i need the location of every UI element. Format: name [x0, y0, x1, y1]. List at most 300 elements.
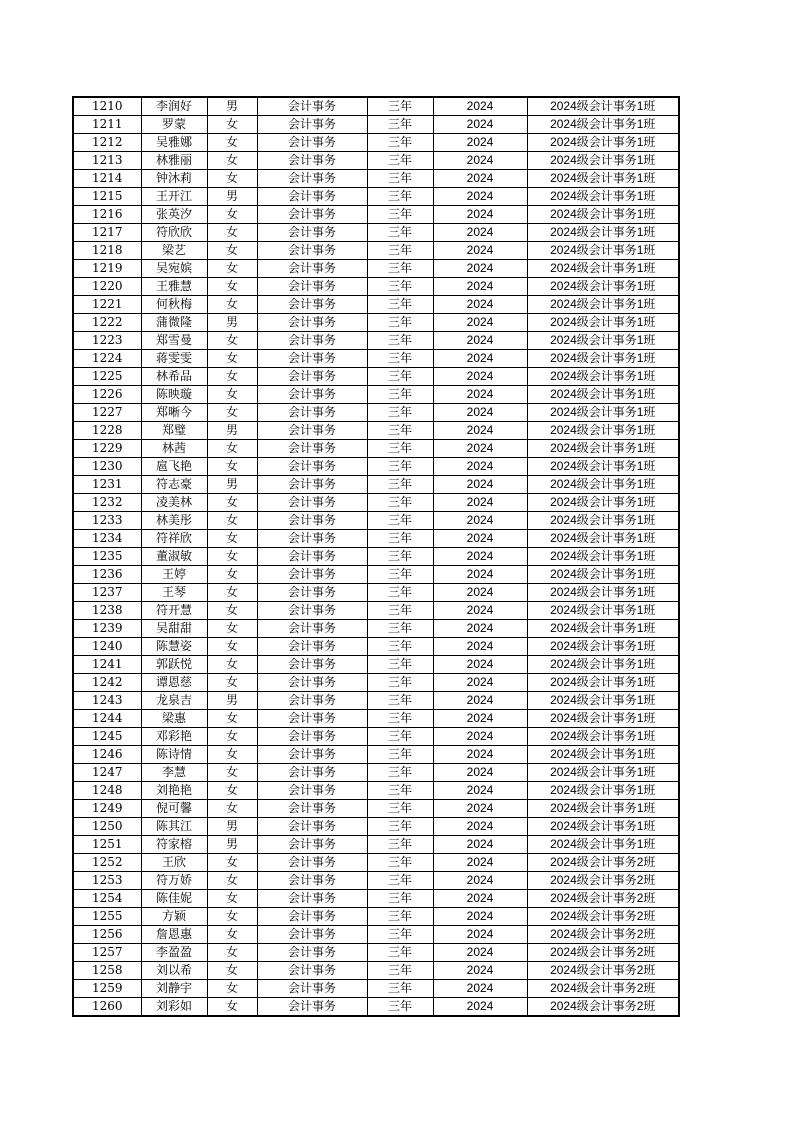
student-name-cell: 邓彩艳 [141, 728, 207, 746]
enrollment-year-cell: 2024 [433, 800, 527, 818]
major-cell: 会计事务 [257, 890, 367, 908]
enrollment-year-cell: 2024 [433, 656, 527, 674]
student-name-cell: 钟沐莉 [141, 170, 207, 188]
student-name-cell: 蒋雯雯 [141, 350, 207, 368]
duration-cell: 三年 [367, 854, 433, 872]
table-row [73, 188, 679, 206]
student-number-cell: 1258 [73, 962, 141, 980]
duration-cell: 三年 [367, 278, 433, 296]
gender-cell: 女 [207, 152, 257, 170]
student-number-cell: 1240 [73, 638, 141, 656]
table-row [73, 692, 679, 710]
student-name-cell: 刘静宇 [141, 980, 207, 998]
duration-cell: 三年 [367, 764, 433, 782]
student-name-cell: 郑璧 [141, 422, 207, 440]
student-number-cell: 1228 [73, 422, 141, 440]
gender-cell: 女 [207, 494, 257, 512]
gender-cell: 女 [207, 584, 257, 602]
class-name-cell: 2024级会计事务1班 [527, 728, 679, 746]
student-name-cell: 李润好 [141, 97, 207, 116]
gender-cell: 男 [207, 422, 257, 440]
major-cell: 会计事务 [257, 962, 367, 980]
student-number-cell: 1251 [73, 836, 141, 854]
student-number-cell: 1234 [73, 530, 141, 548]
class-name-cell: 2024级会计事务1班 [527, 620, 679, 638]
student-number-cell: 1222 [73, 314, 141, 332]
major-cell: 会计事务 [257, 350, 367, 368]
table-row [73, 782, 679, 800]
student-number-cell: 1220 [73, 278, 141, 296]
enrollment-year-cell: 2024 [433, 458, 527, 476]
major-cell: 会计事务 [257, 620, 367, 638]
duration-cell: 三年 [367, 962, 433, 980]
gender-cell: 女 [207, 512, 257, 530]
student-number-cell: 1226 [73, 386, 141, 404]
student-name-cell: 郭跃悦 [141, 656, 207, 674]
student-name-cell: 符万娇 [141, 872, 207, 890]
enrollment-year-cell: 2024 [433, 404, 527, 422]
table-row [73, 908, 679, 926]
table-row [73, 458, 679, 476]
table-row [73, 476, 679, 494]
gender-cell: 女 [207, 872, 257, 890]
duration-cell: 三年 [367, 818, 433, 836]
duration-cell: 三年 [367, 638, 433, 656]
table-row [73, 350, 679, 368]
table-row [73, 818, 679, 836]
class-name-cell: 2024级会计事务1班 [527, 494, 679, 512]
gender-cell: 女 [207, 242, 257, 260]
student-name-cell: 刘彩如 [141, 998, 207, 1017]
duration-cell: 三年 [367, 494, 433, 512]
student-number-cell: 1256 [73, 926, 141, 944]
class-name-cell: 2024级会计事务1班 [527, 440, 679, 458]
student-number-cell: 1237 [73, 584, 141, 602]
gender-cell: 女 [207, 764, 257, 782]
enrollment-year-cell: 2024 [433, 332, 527, 350]
class-name-cell: 2024级会计事务1班 [527, 242, 679, 260]
student-name-cell: 刘艳艳 [141, 782, 207, 800]
class-name-cell: 2024级会计事务1班 [527, 800, 679, 818]
major-cell: 会计事务 [257, 584, 367, 602]
student-name-cell: 吴宛嫔 [141, 260, 207, 278]
duration-cell: 三年 [367, 602, 433, 620]
major-cell: 会计事务 [257, 710, 367, 728]
enrollment-year-cell: 2024 [433, 386, 527, 404]
gender-cell: 女 [207, 638, 257, 656]
student-name-cell: 陈映璇 [141, 386, 207, 404]
enrollment-year-cell: 2024 [433, 296, 527, 314]
gender-cell: 女 [207, 674, 257, 692]
student-number-cell: 1244 [73, 710, 141, 728]
student-number-cell: 1253 [73, 872, 141, 890]
student-name-cell: 林美彤 [141, 512, 207, 530]
student-name-cell: 王琴 [141, 584, 207, 602]
enrollment-year-cell: 2024 [433, 962, 527, 980]
gender-cell: 女 [207, 350, 257, 368]
gender-cell: 女 [207, 926, 257, 944]
enrollment-year-cell: 2024 [433, 944, 527, 962]
gender-cell: 女 [207, 332, 257, 350]
major-cell: 会计事务 [257, 476, 367, 494]
student-number-cell: 1254 [73, 890, 141, 908]
major-cell: 会计事务 [257, 836, 367, 854]
student-roster-table [72, 96, 680, 1017]
enrollment-year-cell: 2024 [433, 980, 527, 998]
student-number-cell: 1230 [73, 458, 141, 476]
student-name-cell: 梁艺 [141, 242, 207, 260]
table-row [73, 242, 679, 260]
major-cell: 会计事务 [257, 296, 367, 314]
table-row [73, 332, 679, 350]
class-name-cell: 2024级会计事务1班 [527, 97, 679, 116]
student-name-cell: 王婷 [141, 566, 207, 584]
class-name-cell: 2024级会计事务1班 [527, 350, 679, 368]
table-row [73, 404, 679, 422]
enrollment-year-cell: 2024 [433, 206, 527, 224]
duration-cell: 三年 [367, 440, 433, 458]
gender-cell: 女 [207, 224, 257, 242]
enrollment-year-cell: 2024 [433, 890, 527, 908]
major-cell: 会计事务 [257, 764, 367, 782]
student-name-cell: 陈慧姿 [141, 638, 207, 656]
enrollment-year-cell: 2024 [433, 764, 527, 782]
class-name-cell: 2024级会计事务1班 [527, 602, 679, 620]
student-name-cell: 张英汐 [141, 206, 207, 224]
duration-cell: 三年 [367, 728, 433, 746]
gender-cell: 女 [207, 980, 257, 998]
student-number-cell: 1231 [73, 476, 141, 494]
duration-cell: 三年 [367, 566, 433, 584]
table-row [73, 998, 679, 1017]
major-cell: 会计事务 [257, 242, 367, 260]
student-name-cell: 方颖 [141, 908, 207, 926]
student-name-cell: 吴雅娜 [141, 134, 207, 152]
duration-cell: 三年 [367, 152, 433, 170]
table-row [73, 854, 679, 872]
student-number-cell: 1219 [73, 260, 141, 278]
student-number-cell: 1260 [73, 998, 141, 1017]
class-name-cell: 2024级会计事务1班 [527, 152, 679, 170]
enrollment-year-cell: 2024 [433, 314, 527, 332]
class-name-cell: 2024级会计事务2班 [527, 908, 679, 926]
enrollment-year-cell: 2024 [433, 116, 527, 134]
student-number-cell: 1257 [73, 944, 141, 962]
gender-cell: 女 [207, 278, 257, 296]
table-row [73, 206, 679, 224]
student-number-cell: 1216 [73, 206, 141, 224]
table-row [73, 980, 679, 998]
class-name-cell: 2024级会计事务2班 [527, 854, 679, 872]
gender-cell: 女 [207, 206, 257, 224]
enrollment-year-cell: 2024 [433, 530, 527, 548]
class-name-cell: 2024级会计事务2班 [527, 962, 679, 980]
major-cell: 会计事务 [257, 638, 367, 656]
enrollment-year-cell: 2024 [433, 584, 527, 602]
class-name-cell: 2024级会计事务1班 [527, 134, 679, 152]
enrollment-year-cell: 2024 [433, 998, 527, 1017]
duration-cell: 三年 [367, 350, 433, 368]
duration-cell: 三年 [367, 422, 433, 440]
student-number-cell: 1248 [73, 782, 141, 800]
duration-cell: 三年 [367, 746, 433, 764]
table-row [73, 656, 679, 674]
major-cell: 会计事务 [257, 368, 367, 386]
major-cell: 会计事务 [257, 332, 367, 350]
enrollment-year-cell: 2024 [433, 602, 527, 620]
major-cell: 会计事务 [257, 260, 367, 278]
student-name-cell: 王开江 [141, 188, 207, 206]
duration-cell: 三年 [367, 782, 433, 800]
table-row [73, 224, 679, 242]
major-cell: 会计事务 [257, 980, 367, 998]
class-name-cell: 2024级会计事务1班 [527, 296, 679, 314]
table-row [73, 170, 679, 188]
student-number-cell: 1217 [73, 224, 141, 242]
student-name-cell: 陈其江 [141, 818, 207, 836]
student-name-cell: 符开慧 [141, 602, 207, 620]
duration-cell: 三年 [367, 206, 433, 224]
gender-cell: 女 [207, 386, 257, 404]
gender-cell: 女 [207, 260, 257, 278]
gender-cell: 男 [207, 314, 257, 332]
duration-cell: 三年 [367, 548, 433, 566]
duration-cell: 三年 [367, 188, 433, 206]
student-number-cell: 1232 [73, 494, 141, 512]
major-cell: 会计事务 [257, 206, 367, 224]
student-name-cell: 林茜 [141, 440, 207, 458]
table-row [73, 260, 679, 278]
class-name-cell: 2024级会计事务1班 [527, 530, 679, 548]
gender-cell: 女 [207, 890, 257, 908]
duration-cell: 三年 [367, 890, 433, 908]
student-name-cell: 陈诗情 [141, 746, 207, 764]
enrollment-year-cell: 2024 [433, 440, 527, 458]
table-row [73, 134, 679, 152]
enrollment-year-cell: 2024 [433, 728, 527, 746]
gender-cell: 女 [207, 368, 257, 386]
table-row [73, 422, 679, 440]
enrollment-year-cell: 2024 [433, 512, 527, 530]
gender-cell: 男 [207, 97, 257, 116]
gender-cell: 女 [207, 530, 257, 548]
duration-cell: 三年 [367, 332, 433, 350]
student-name-cell: 王欣 [141, 854, 207, 872]
class-name-cell: 2024级会计事务1班 [527, 656, 679, 674]
duration-cell: 三年 [367, 476, 433, 494]
table-row [73, 116, 679, 134]
student-name-cell: 林雅丽 [141, 152, 207, 170]
duration-cell: 三年 [367, 134, 433, 152]
student-number-cell: 1221 [73, 296, 141, 314]
table-row [73, 314, 679, 332]
student-name-cell: 郑晰今 [141, 404, 207, 422]
student-name-cell: 符祥欣 [141, 530, 207, 548]
duration-cell: 三年 [367, 296, 433, 314]
student-name-cell: 刘以希 [141, 962, 207, 980]
student-number-cell: 1229 [73, 440, 141, 458]
enrollment-year-cell: 2024 [433, 368, 527, 386]
student-number-cell: 1214 [73, 170, 141, 188]
class-name-cell: 2024级会计事务1班 [527, 404, 679, 422]
table-row [73, 638, 679, 656]
class-name-cell: 2024级会计事务1班 [527, 836, 679, 854]
student-number-cell: 1255 [73, 908, 141, 926]
table-row [73, 764, 679, 782]
student-number-cell: 1224 [73, 350, 141, 368]
class-name-cell: 2024级会计事务1班 [527, 476, 679, 494]
table-row [73, 746, 679, 764]
student-number-cell: 1233 [73, 512, 141, 530]
major-cell: 会计事务 [257, 908, 367, 926]
duration-cell: 三年 [367, 674, 433, 692]
enrollment-year-cell: 2024 [433, 836, 527, 854]
enrollment-year-cell: 2024 [433, 926, 527, 944]
major-cell: 会计事务 [257, 224, 367, 242]
major-cell: 会计事务 [257, 278, 367, 296]
gender-cell: 女 [207, 296, 257, 314]
major-cell: 会计事务 [257, 998, 367, 1017]
enrollment-year-cell: 2024 [433, 620, 527, 638]
class-name-cell: 2024级会计事务2班 [527, 980, 679, 998]
student-number-cell: 1212 [73, 134, 141, 152]
major-cell: 会计事务 [257, 548, 367, 566]
major-cell: 会计事务 [257, 422, 367, 440]
student-number-cell: 1215 [73, 188, 141, 206]
duration-cell: 三年 [367, 800, 433, 818]
duration-cell: 三年 [367, 584, 433, 602]
class-name-cell: 2024级会计事务1班 [527, 746, 679, 764]
duration-cell: 三年 [367, 692, 433, 710]
enrollment-year-cell: 2024 [433, 908, 527, 926]
enrollment-year-cell: 2024 [433, 782, 527, 800]
major-cell: 会计事务 [257, 872, 367, 890]
duration-cell: 三年 [367, 620, 433, 638]
gender-cell: 女 [207, 116, 257, 134]
duration-cell: 三年 [367, 872, 433, 890]
gender-cell: 男 [207, 692, 257, 710]
enrollment-year-cell: 2024 [433, 224, 527, 242]
enrollment-year-cell: 2024 [433, 260, 527, 278]
class-name-cell: 2024级会计事务1班 [527, 260, 679, 278]
class-name-cell: 2024级会计事务1班 [527, 170, 679, 188]
table-row [73, 512, 679, 530]
gender-cell: 女 [207, 440, 257, 458]
enrollment-year-cell: 2024 [433, 134, 527, 152]
duration-cell: 三年 [367, 116, 433, 134]
duration-cell: 三年 [367, 656, 433, 674]
enrollment-year-cell: 2024 [433, 674, 527, 692]
enrollment-year-cell: 2024 [433, 170, 527, 188]
major-cell: 会计事务 [257, 692, 367, 710]
class-name-cell: 2024级会计事务1班 [527, 818, 679, 836]
gender-cell: 男 [207, 818, 257, 836]
gender-cell: 女 [207, 458, 257, 476]
gender-cell: 女 [207, 710, 257, 728]
student-number-cell: 1249 [73, 800, 141, 818]
gender-cell: 女 [207, 998, 257, 1017]
student-number-cell: 1227 [73, 404, 141, 422]
major-cell: 会计事务 [257, 314, 367, 332]
major-cell: 会计事务 [257, 926, 367, 944]
student-number-cell: 1250 [73, 818, 141, 836]
class-name-cell: 2024级会计事务1班 [527, 206, 679, 224]
major-cell: 会计事务 [257, 674, 367, 692]
student-number-cell: 1243 [73, 692, 141, 710]
major-cell: 会计事务 [257, 782, 367, 800]
duration-cell: 三年 [367, 980, 433, 998]
student-number-cell: 1238 [73, 602, 141, 620]
table-row [73, 962, 679, 980]
student-name-cell: 蒲微隆 [141, 314, 207, 332]
class-name-cell: 2024级会计事务2班 [527, 926, 679, 944]
enrollment-year-cell: 2024 [433, 710, 527, 728]
student-number-cell: 1247 [73, 764, 141, 782]
table-row [73, 926, 679, 944]
duration-cell: 三年 [367, 368, 433, 386]
student-name-cell: 林希品 [141, 368, 207, 386]
student-number-cell: 1213 [73, 152, 141, 170]
major-cell: 会计事务 [257, 656, 367, 674]
major-cell: 会计事务 [257, 944, 367, 962]
enrollment-year-cell: 2024 [433, 97, 527, 116]
student-number-cell: 1223 [73, 332, 141, 350]
enrollment-year-cell: 2024 [433, 854, 527, 872]
duration-cell: 三年 [367, 908, 433, 926]
major-cell: 会计事务 [257, 602, 367, 620]
student-number-cell: 1211 [73, 116, 141, 134]
class-name-cell: 2024级会计事务1班 [527, 422, 679, 440]
student-name-cell: 谭恩慈 [141, 674, 207, 692]
student-number-cell: 1236 [73, 566, 141, 584]
duration-cell: 三年 [367, 242, 433, 260]
student-name-cell: 梁惠 [141, 710, 207, 728]
class-name-cell: 2024级会计事务1班 [527, 224, 679, 242]
major-cell: 会计事务 [257, 134, 367, 152]
student-number-cell: 1225 [73, 368, 141, 386]
class-name-cell: 2024级会计事务1班 [527, 764, 679, 782]
enrollment-year-cell: 2024 [433, 818, 527, 836]
student-number-cell: 1235 [73, 548, 141, 566]
duration-cell: 三年 [367, 836, 433, 854]
table-row [73, 872, 679, 890]
student-name-cell: 凌美林 [141, 494, 207, 512]
gender-cell: 女 [207, 746, 257, 764]
gender-cell: 女 [207, 602, 257, 620]
duration-cell: 三年 [367, 224, 433, 242]
gender-cell: 女 [207, 404, 257, 422]
student-name-cell: 符欣欣 [141, 224, 207, 242]
student-name-cell: 李盈盈 [141, 944, 207, 962]
student-name-cell: 何秋梅 [141, 296, 207, 314]
major-cell: 会计事务 [257, 188, 367, 206]
class-name-cell: 2024级会计事务1班 [527, 584, 679, 602]
class-name-cell: 2024级会计事务1班 [527, 458, 679, 476]
duration-cell: 三年 [367, 314, 433, 332]
duration-cell: 三年 [367, 512, 433, 530]
class-name-cell: 2024级会计事务2班 [527, 890, 679, 908]
gender-cell: 女 [207, 800, 257, 818]
student-number-cell: 1245 [73, 728, 141, 746]
major-cell: 会计事务 [257, 386, 367, 404]
duration-cell: 三年 [367, 404, 433, 422]
table-row [73, 386, 679, 404]
class-name-cell: 2024级会计事务1班 [527, 314, 679, 332]
duration-cell: 三年 [367, 710, 433, 728]
class-name-cell: 2024级会计事务1班 [527, 386, 679, 404]
gender-cell: 女 [207, 728, 257, 746]
student-number-cell: 1259 [73, 980, 141, 998]
